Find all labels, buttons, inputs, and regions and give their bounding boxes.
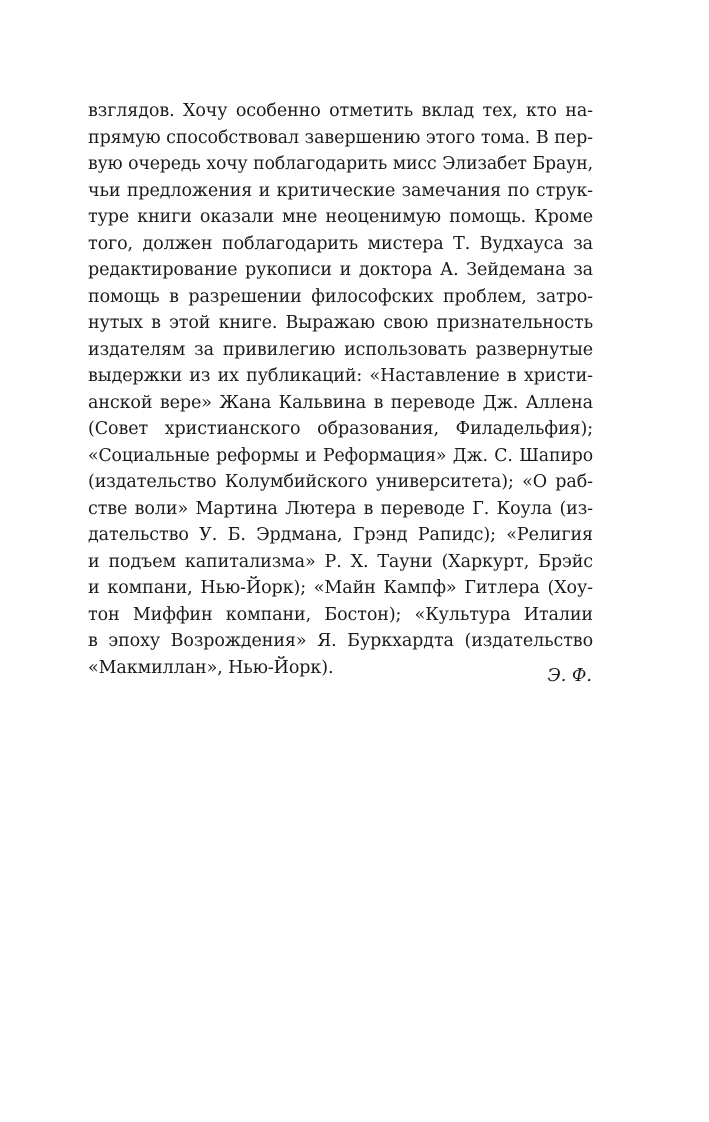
text-line: издателям за привилегию использовать развернутые xyxy=(88,339,593,360)
author-signature: Э. Ф. xyxy=(547,666,592,686)
text-line: и подъем капитализма» Р. Х. Тауни (Харкурт, Брэйс xyxy=(88,551,593,572)
text-line: нутых в этой книге. Выражаю свою признательность xyxy=(88,313,593,333)
text-line: и компани, Нью-Йорк); «Майн Кампф» Гитлера (Хоу- xyxy=(88,578,593,598)
text-line: анской вере» Жана Кальвина в переводе Дж. Аллена xyxy=(88,392,593,413)
text-line: тон Миффин компани, Бостон); «Культура Италии xyxy=(88,604,593,625)
text-line: прямую способствовал завершению этого тома. В пер- xyxy=(88,127,593,148)
text-line: «Социальные реформы и Реформация» Дж. С. Шапиро xyxy=(88,445,593,466)
text-line: стве воли» Мартина Лютера в переводе Г. Коула (из- xyxy=(88,498,593,519)
text-line: вую очередь хочу поблагодарить мисс Элизабет Браун, xyxy=(88,154,593,174)
text-line: чьи предложения и критические замечания по струк- xyxy=(88,180,593,201)
text-line: взглядов. Хочу особенно отметить вклад тех, кто на- xyxy=(88,101,593,121)
text-line: помощь в разрешении философских проблем, затро- xyxy=(88,286,593,307)
text-line: выдержки из их публикаций: «Наставление в христи- xyxy=(88,366,593,386)
text-line: того, должен поблагодарить мистера Т. Вудхауса за xyxy=(88,233,593,254)
text-line: «Макмиллан», Нью-Йорк). xyxy=(88,657,334,678)
text-line: редактирование рукописи и доктора А. Зейдемана за xyxy=(88,260,593,280)
text-line: (Совет христианского образования, Филадельфия); xyxy=(88,419,593,439)
text-line: туре книги оказали мне неоценимую помощь. Кроме xyxy=(88,207,593,227)
body-paragraph xyxy=(88,98,593,681)
text-line: в эпоху Возрождения» Я. Буркхардта (издательство xyxy=(88,631,593,651)
text-line: дательство У. Б. Эрдмана, Грэнд Рапидс); «Религия xyxy=(88,525,593,545)
text-line: (издательство Колумбийского университета); «О раб- xyxy=(88,472,593,492)
